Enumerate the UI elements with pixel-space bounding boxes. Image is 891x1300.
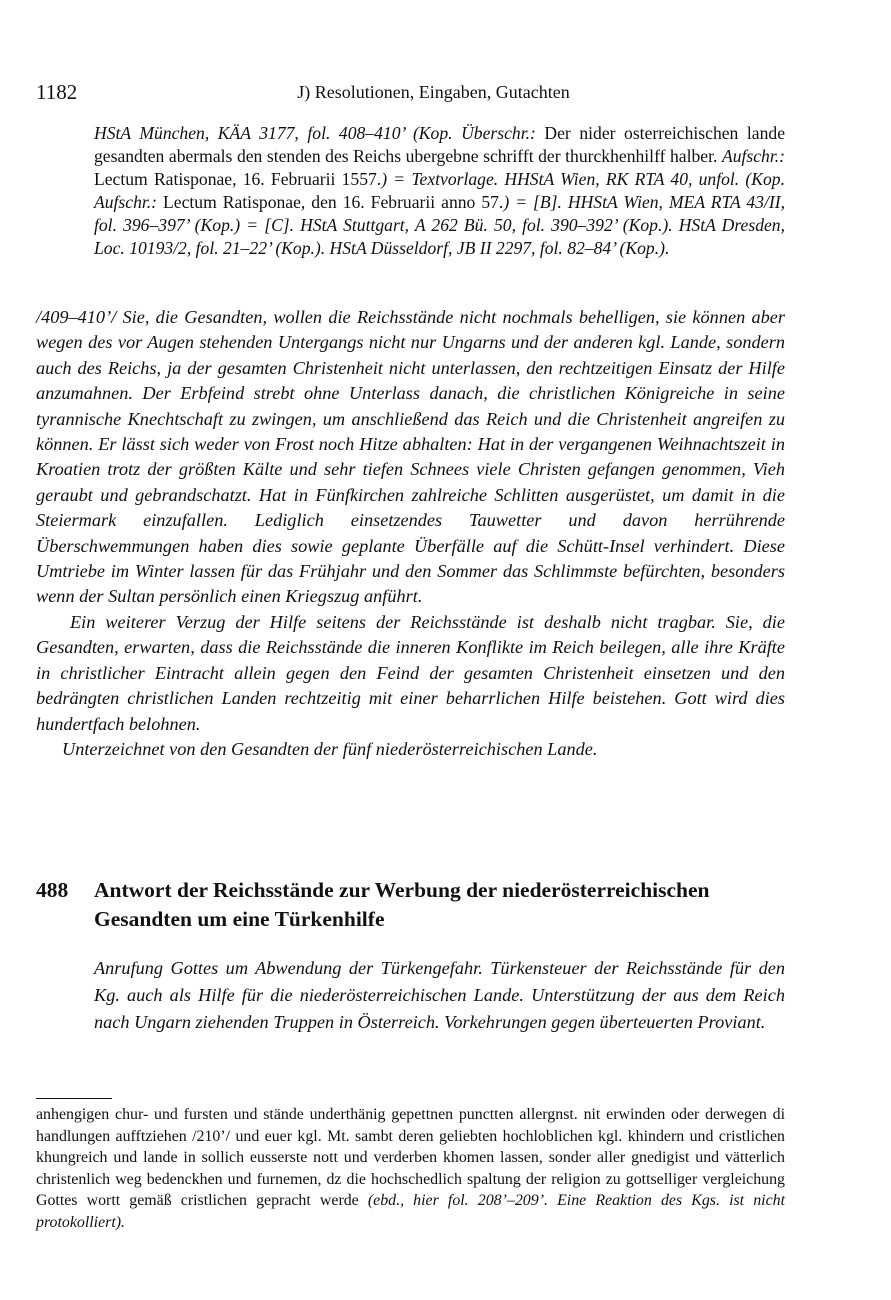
- source-ref-1: HStA München, KÄA 3177, fol. 408–410’ (Kop. Überschr.:: [94, 123, 536, 143]
- footnote: [36, 1104, 785, 1233]
- footnote-divider: [36, 1098, 112, 1099]
- signature-line: Unterzeichnet von den Gesandten der fünf niederösterreichischen Lande.: [62, 738, 598, 759]
- source-aufschrift-label: Aufschr.:: [721, 146, 785, 166]
- document-number: 488: [36, 878, 69, 902]
- document-abstract: Anrufung Gottes um Abwendung der Türkengefahr. Türkensteuer der Reichsstände für den Kg. auch als Hilfe für die niederösterreichischen Lande. Unterstützung der aus dem Reich nach Ungarn ziehenden Truppen in Österreich. Vorkehrungen gegen überteuerten Proviant.: [94, 958, 785, 1032]
- footnote-note: (ebd., hier fol. 208’–209’. Eine Reaktion des Kgs. ist nicht protokolliert).: [36, 1192, 785, 1231]
- source-ref-3: ) = [B]. HHStA Wien, MEA RTA 43/II, fol. 396–397’ (Kop.) = [C]. HStA Stuttgart, A 262 Bü. 50, fol. 390–392’ (Kop.). HStA Dresden, Loc. 10193/2, fol. 21–22’ (Kop.). HStA Düsseldorf, JB II 2297, fol. 82–84’ (Kop.).: [94, 192, 785, 258]
- summary-paragraph: Ein weiterer Verzug der Hilfe seitens der Reichsstände ist deshalb nicht tragbar. Sie, die Gesandten, erwarten, dass die Reichsstände die inneren Konflikte im Reich beilegen, alle ihre Kräfte in christlicher Eintracht allein gegen den Feind der gesamten Christenheit einsetzen und den bedrängten christlichen Landen rechtzeitig mit einer beharrlichen Hilfe beistehen. Gott wird dies hundertfach belohnen.: [36, 611, 785, 734]
- summary-text: [36, 305, 785, 762]
- footnote-text: anhengigen chur- und fursten und stände underthänig gepettnen punctten allergnst. nit erwinden oder derwegen di handlungen aufftziehen /210’/ und euer kgl. Mt. sambt deren geliebten hochloblichen kgl. khindern und cristlichen khungreich und lande in sollich eusserste nott und verderben khomen lassen, sonder aller gnedigist und vätterlich christenlich weg bedenckhen und furnemen, dz die hochschedlich spaltung der religion zu gottselliger vergleichung Gottes wortt gemäß cristlichen gepracht werde: [36, 1106, 785, 1209]
- document-heading: [36, 876, 785, 934]
- source-header-text: Der nider osterreichischen lande gesandten abermals den stenden des Reichs ubergebne schrifft der thurckhenhilff halber.: [94, 123, 785, 166]
- document-title: Antwort der Reichsstände zur Werbung der niederösterreichischen Gesandten um eine Türkenhilfe: [94, 878, 710, 931]
- source-ref-2: ) = Textvorlage. HHStA Wien, RK RTA 40, unfol. (Kop. Aufschr.:: [94, 169, 785, 212]
- summary-paragraph: /409–410’/ Sie, die Gesandten, wollen die Reichsstände nicht nochmals behelligen, sie können aber wegen des vor Augen stehenden Untergangs nicht nur Ungarns und der anderen kgl. Lande, sondern auch des Reichs, ja der gesamten Christenheit nicht unterlassen, den rechtzeitigen Einsatz der Hilfe anzumahnen. Der Erbfeind strebt ohne Unterlass danach, die christlichen Königreiche in seine tyrannische Knechtschaft zu zwingen, um anschließend das Reich und die Christenheit angreifen zu können. Er lässt sich weder von Frost noch Hitze abhalten: Hat in der vergangenen Weihnachtszeit in Kroatien trotz der größten Kälte und sehr tiefen Schnees viele Christen gefangen genommen, Vieh geraubt und gebrandschatzt. Hat in Fünfkirchen zahlreiche Schlitten ausgerüstet, um damit in die Steiermark einzufallen. Lediglich einsetzendes Tauwetter und davon herrührende Überschwemmungen haben dies sowie geplante Überfälle auf die Schütt-Insel verhindert. Diese Umtriebe im Winter lassen für das Frühjahr und den Sommer das Schlimmste befürchten, besonders wenn der Sultan persönlich einen Kriegszug anführt.: [36, 307, 785, 607]
- page-number: 1182: [36, 80, 78, 104]
- source-references: [94, 122, 785, 260]
- running-title: J) Resolutionen, Eingaben, Gutachten: [297, 82, 570, 102]
- source-aufschrift-text: Lectum Ratisponae, 16. Februarii 1557.: [94, 169, 382, 189]
- source-aufschrift-text-2: Lectum Ratisponae, den 16. Februarii anno 57.: [157, 192, 504, 212]
- running-head: [36, 80, 831, 108]
